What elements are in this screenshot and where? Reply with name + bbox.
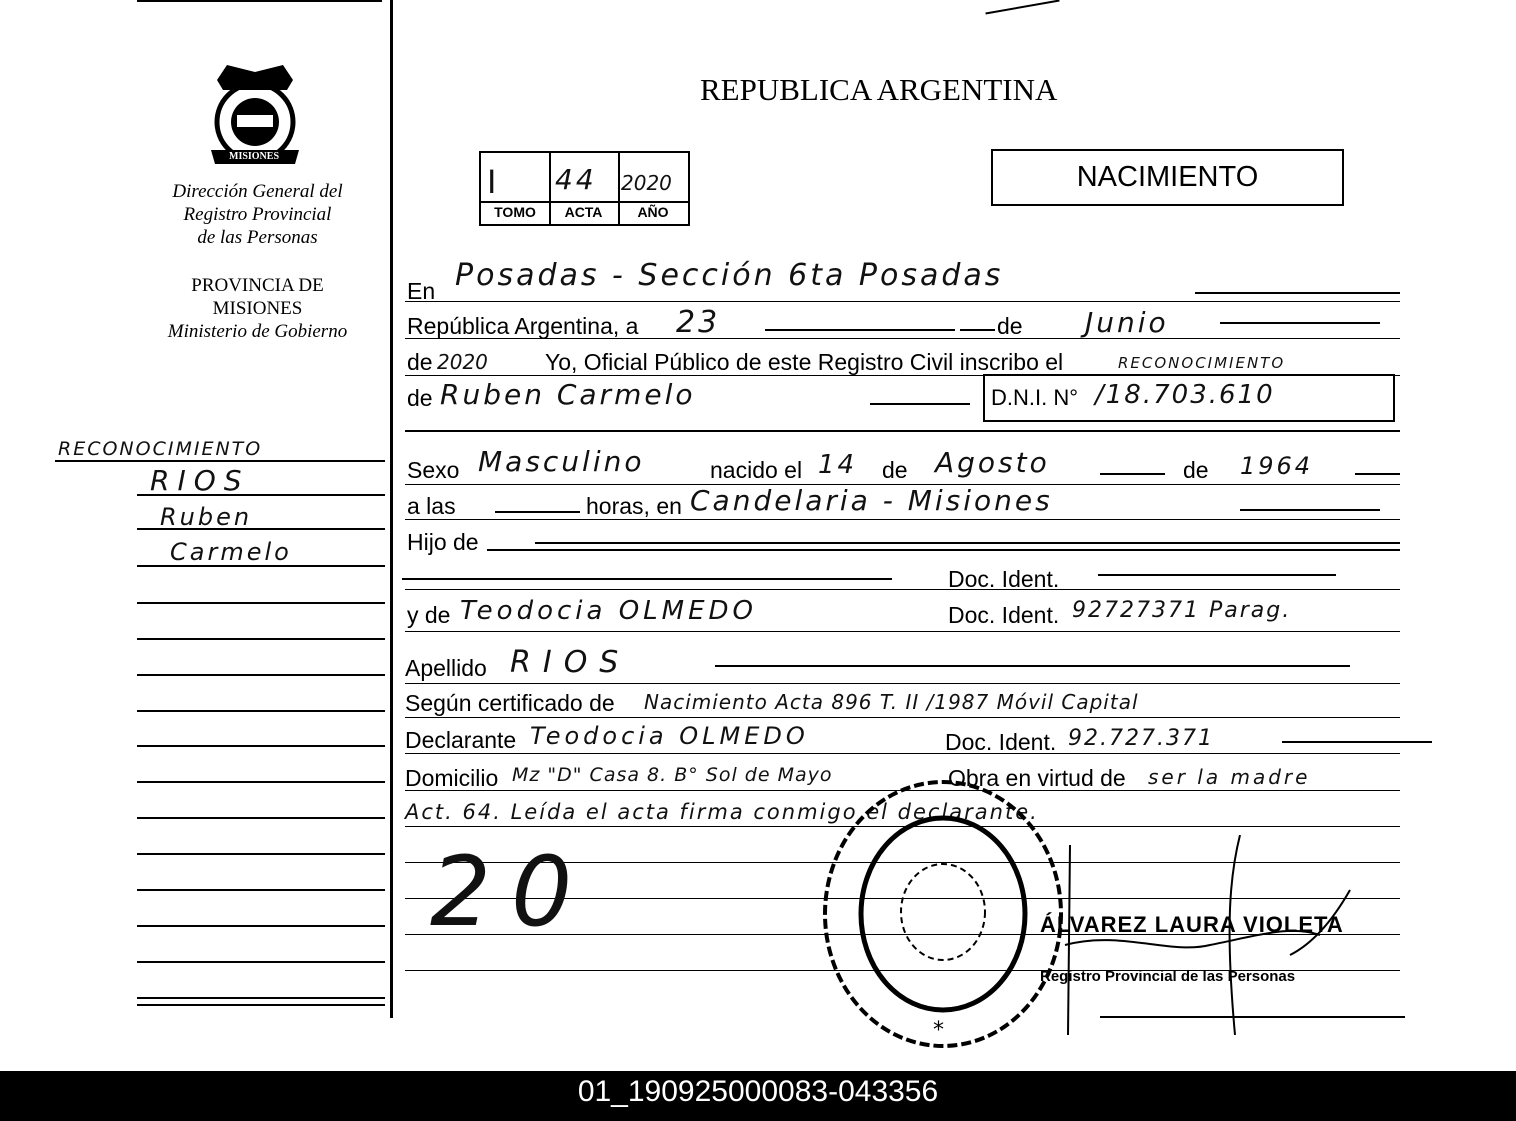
row-rule (405, 519, 1400, 520)
seal-ribbon-text: MISIONES (229, 151, 280, 162)
sidebar-rule (137, 925, 385, 927)
horas-label: horas, en (586, 493, 682, 519)
office-line-3: de las Personas (197, 227, 318, 248)
acta-value: 44 (555, 163, 597, 196)
record-type-box (991, 149, 1344, 206)
segun-label: Según certificado de (405, 690, 615, 716)
birth-year: 1964 (1240, 452, 1314, 480)
margin-note: RECONOCIMIENTO (58, 438, 263, 460)
row-rule (405, 631, 1400, 632)
margin-name-1: Ruben (160, 503, 253, 531)
apellido-label: Apellido (405, 655, 487, 681)
row-rule (495, 511, 580, 513)
official-stamp (815, 772, 1070, 1057)
obra-label: Obra en virtud de (948, 765, 1126, 791)
province-line-2: MISIONES (212, 298, 303, 319)
sidebar-rule (137, 889, 385, 891)
office-line-1: Dirección General del (172, 181, 343, 202)
en-value: Posadas - Sección 6ta Posadas (455, 258, 1004, 293)
sidebar-rule (137, 565, 385, 567)
declarante-doc-value: 92.727.371 (1068, 726, 1214, 751)
row-rule (405, 753, 1400, 754)
sidebar-rule (137, 602, 385, 604)
acta-label: ACTA (564, 204, 603, 220)
column-divider (390, 0, 393, 1018)
domicilio-label: Domicilio (405, 765, 499, 791)
alas-label: a las (407, 493, 456, 519)
inscribo-text: Yo, Oficial Público de este Registro Civil inscribo el (545, 349, 1064, 375)
en-label: En (407, 278, 436, 304)
sidebar-rule (137, 781, 385, 783)
sidebar-rule (137, 710, 385, 712)
anio-value: 2020 (621, 171, 672, 195)
tomo-value: I (487, 163, 500, 201)
office-name (140, 180, 375, 249)
day-value: 23 (676, 305, 721, 340)
row-rule (405, 430, 1400, 432)
province-line-1: PROVINCIA DE (191, 275, 324, 296)
svg-text:*: * (933, 1018, 944, 1043)
sidebar-rule (137, 817, 385, 819)
signature-name: ÁLVAREZ LAURA VIOLETA (1040, 912, 1344, 937)
sidebar-rule (137, 961, 385, 963)
province-seal (207, 60, 303, 170)
handwritten-annotation: 20 (430, 836, 593, 948)
margin-surname: RIOS (150, 464, 250, 497)
birth-month: Agosto (935, 446, 1050, 479)
top-rule-left (137, 0, 382, 2)
sidebar-rule (137, 638, 385, 640)
de-label-2: de (407, 349, 433, 375)
top-scribble (985, 0, 1059, 14)
hijo-label: Hijo de (407, 529, 479, 555)
birth-place: Candelaria - Misiones (690, 484, 1053, 517)
document-id: 01_190925000083-043356 (577, 1075, 939, 1108)
row-rule (405, 683, 1400, 684)
row-rule (402, 578, 892, 580)
sidebar-rule (137, 674, 385, 676)
province-block (140, 274, 375, 343)
birth-day: 14 (818, 450, 858, 480)
row-rule (535, 542, 1400, 544)
yde-label: y de (407, 602, 451, 628)
row-rule (405, 717, 1400, 718)
row-rule (1355, 473, 1400, 475)
declarante-doc-label: Doc. Ident. (945, 729, 1057, 755)
declarante-label: Declarante (405, 727, 517, 753)
obra-value: ser la madre (1148, 765, 1311, 789)
anio-label: AÑO (637, 204, 669, 220)
row-rule (1282, 741, 1432, 743)
ministry-line: Ministerio de Gobierno (167, 321, 348, 342)
row-rule (765, 329, 955, 331)
margin-note-rule (55, 460, 385, 462)
segun-value: Nacimiento Acta 896 T. II /1987 Móvil Capital (644, 690, 1139, 714)
declarante-value: Teodocia OLMEDO (530, 722, 809, 750)
sidebar-rule (137, 494, 385, 496)
row-rule (1220, 322, 1380, 324)
office-line-2: Registro Provincial (183, 204, 332, 225)
sexo-value: Masculino (478, 445, 645, 478)
row-rule (405, 301, 1400, 302)
row-rule (1240, 509, 1380, 511)
year-value: 2020 (437, 350, 488, 374)
mother-name: Teodocia OLMEDO (460, 596, 757, 626)
de-label-4: de (882, 457, 908, 483)
father-doc-label: Doc. Ident. (948, 566, 1060, 592)
de-label: de (997, 313, 1023, 339)
row-rule (960, 329, 995, 331)
mother-doc-label: Doc. Ident. (948, 602, 1060, 628)
sidebar-rule (137, 528, 385, 530)
row-rule (715, 665, 1350, 667)
row-rule (1098, 574, 1336, 576)
sidebar-rule (137, 997, 385, 999)
row-rule (487, 549, 1400, 551)
de-label-3: de (407, 385, 433, 411)
de-label-5: de (1183, 457, 1209, 483)
note-line: Act. 64. Leída el acta firma conmigo el declarante. (405, 800, 1039, 824)
row-rule (1195, 292, 1400, 294)
country-title: REPUBLICA ARGENTINA (700, 72, 1058, 107)
sidebar-rule (137, 745, 385, 747)
signature-office: Registro Provincial de las Personas (1040, 968, 1296, 985)
dni-value: /18.703.610 (1095, 380, 1275, 410)
apellido-value: RIOS (510, 645, 631, 680)
sexo-label: Sexo (407, 457, 460, 483)
sidebar-rule (137, 853, 385, 855)
row-rule (1100, 473, 1165, 475)
republica-label: República Argentina, a (407, 313, 639, 339)
margin-name-2: Carmelo (170, 538, 292, 566)
person-name: Ruben Carmelo (440, 378, 696, 411)
domicilio-value: Mz "D" Casa 8. B° Sol de Mayo (512, 764, 833, 786)
document-id-bar (0, 1071, 1516, 1121)
record-type: NACIMIENTO (1076, 161, 1259, 193)
sidebar-rule (137, 1004, 385, 1006)
month-value: Junio (1085, 306, 1169, 339)
tomo-acta-anio-box (479, 151, 690, 226)
dni-label: D.N.I. N° (991, 385, 1079, 410)
dni-box (983, 374, 1395, 422)
row-rule (870, 403, 970, 405)
inscribo-value: RECONOCIMIENTO (1118, 354, 1286, 372)
nacido-label: nacido el (710, 457, 803, 483)
mother-doc-value: 92727371 Parag. (1072, 598, 1292, 623)
tomo-label: TOMO (494, 204, 536, 220)
row-rule (405, 338, 1400, 339)
row-rule (405, 589, 1400, 590)
